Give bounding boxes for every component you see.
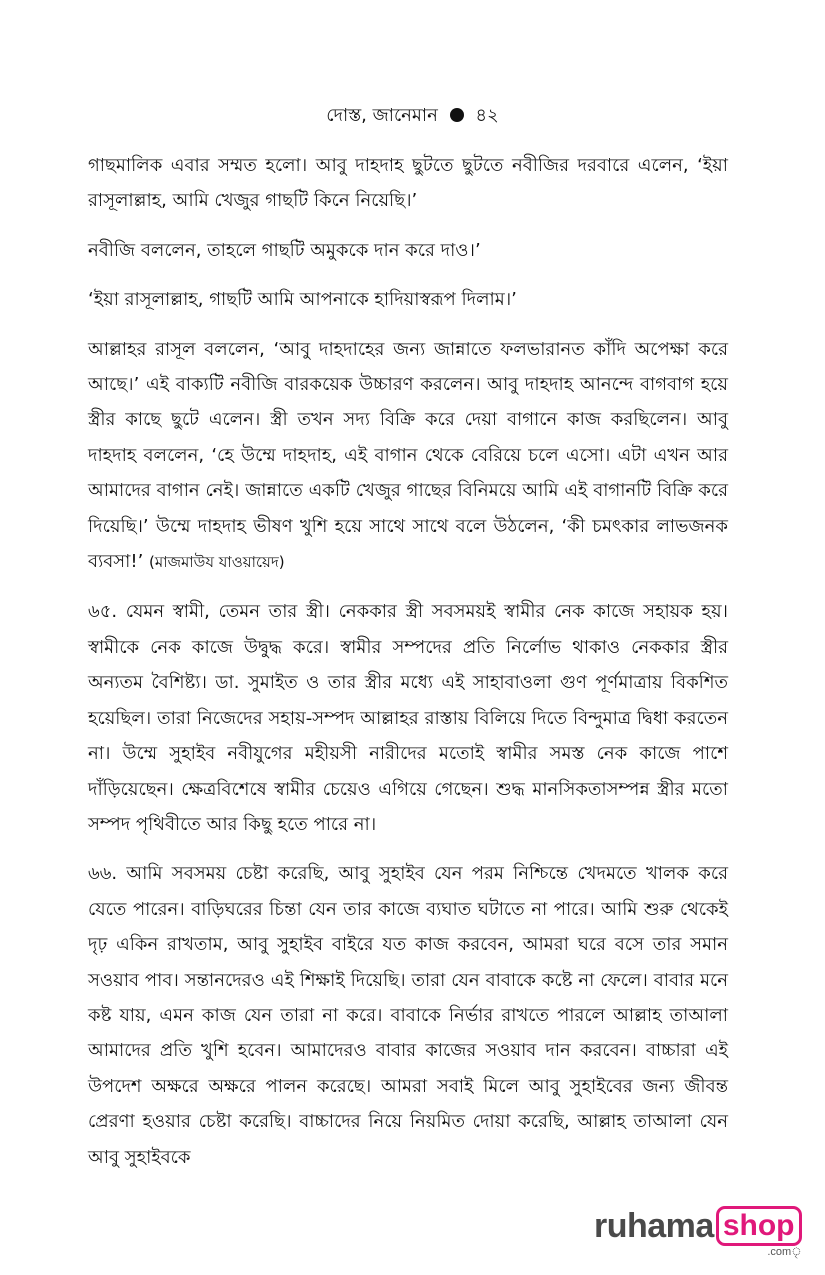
- logo-domain: .comৃ: [767, 1246, 802, 1258]
- paragraph: আল্লাহর রাসূল বললেন, ‘আবু দাহদাহের জন্য জান্নাতে ফলভারানত কাঁদি অপেক্ষা করে আছে।’ এই বাক্যটি নবীজি বারকয়েক উচ্চারণ করলেন। আবু দাহদাহ আনন্দে বাগবাগ হয়ে স্ত্রীর কাছে ছুটে এলেন। স্ত্রী তখন সদ্য বিক্রি করে দেয়া বাগানে কাজ করছিলেন। আবু দাহদাহ বললেন, ‘হে উম্মে দাহদাহ, এই বাগান থেকে বেরিয়ে চলে এসো। এটা এখন আর আমাদের বাগান নেই। জান্নাতে একটি খেজুর গাছের বিনিময়ে আমি এই বাগানটি বিক্রি করে দিয়েছি।’ উম্মে দাহদাহ ভীষণ খুশি হয়ে সাথে সাথে বলে উঠলেন, ‘কী চমৎকার লাভজনক ব্যবসা!’ (মাজমাউয যাওয়ায়েদ): [88, 338, 728, 573]
- ruhama-shop-logo: [594, 1206, 802, 1259]
- logo-text-ruhama: ruhama: [594, 1207, 714, 1245]
- paragraph: নবীজি বললেন, তাহলে গাছটি অমুককে দান করে দাও।’: [88, 239, 481, 261]
- paragraph: গাছমালিক এবার সম্মত হলো। আবু দাহদাহ ছুটতে ছুটতে নবীজির দরবারে এলেন, ‘ইয়া রাসূলাল্লাহ, আমি খেজুর গাছটি কিনে নিয়েছি।’: [88, 155, 728, 212]
- bullet-dot-icon: [450, 108, 464, 122]
- paragraph: ৬৫. যেমন স্বামী, তেমন তার স্ত্রী। নেককার স্ত্রী সবসময়ই স্বামীর নেক কাজে সহায়ক হয়। স্বামীকে নেক কাজে উদ্বুদ্ধ করে। স্বামীর সম্পদের প্রতি নির্লোভ থাকাও নেককার স্ত্রীর অন্যতম বৈশিষ্ট্য। ডা. সুমাইত ও তার স্ত্রীর মধ্যে এই সাহাবাওলা গুণ পূর্ণমাত্রায় বিকশিত হয়েছিল। তারা নিজেদের সহায়-সম্পদ আল্লাহর রাস্তায় বিলিয়ে দিতে বিন্দুমাত্র দ্বিধা করতেন না। উম্মে সুহাইব নবীযুগের মহীয়সী নারীদের মতোই স্বামীর সমস্ত নেক কাজে পাশে দাঁড়িয়েছেন। ক্ষেত্রবিশেষে স্বামীর চেয়েও এগিয়ে গেছেন। শুদ্ধ মানসিকতাসম্পন্ন স্ত্রীর মতো সম্পদ পৃথিবীতে আর কিছু হতে পারে না।: [88, 601, 728, 835]
- page-body: [88, 148, 728, 1189]
- logo-shop-group: [716, 1206, 802, 1259]
- paragraph: ৬৬. আমি সবসময় চেষ্টা করেছি, আবু সুহাইব যেন পরম নিশ্চিন্তে খেদমতে খালক করে যেতে পারেন। বাড়িঘরের চিন্তা যেন তার কাজে ব্যঘাত ঘটাতে না পারে। আমি শুরু থেকেই দৃঢ় একিন রাখতাম, আবু সুহাইব বাইরে যত কাজ করবেন, আমরা ঘরে বসে তার সমান সওয়াব পাব। সন্তানদেরও এই শিক্ষাই দিয়েছি। তারা যেন বাবাকে কষ্টে না ফেলে। বাবার মনে কষ্ট যায়, এমন কাজ যেন তারা না করে। বাবাকে নির্ভার রাখতে পারলে আল্লাহ তাআলা আমাদের প্রতি খুশি হবেন। আমাদেরও বাবার কাজের সওয়াব দান করবেন। বাচ্চারা এই উপদেশ অক্ষরে অক্ষরে পালন করেছে। আমরা সবাই মিলে আবু সুহাইবের জন্য জীবন্ত প্রেরণা হওয়ার চেষ্টা করেছি। বাচ্চাদের নিয়ে নিয়মিত দোয়া করেছি, আল্লাহ তাআলা যেন আবু সুহাইবকে: [88, 863, 728, 1168]
- page-number: ৪২: [475, 105, 499, 126]
- running-header: [0, 102, 825, 130]
- citation-reference: (মাজমাউয যাওয়ায়েদ): [149, 553, 285, 572]
- logo-text-shop: shop: [716, 1206, 802, 1246]
- book-title: দোস্ত, জানেমান: [326, 105, 438, 126]
- paragraph: ‘ইয়া রাসূলাল্লাহ, গাছটি আমি আপনাকে হাদিয়াস্বরূপ দিলাম।’: [88, 289, 517, 311]
